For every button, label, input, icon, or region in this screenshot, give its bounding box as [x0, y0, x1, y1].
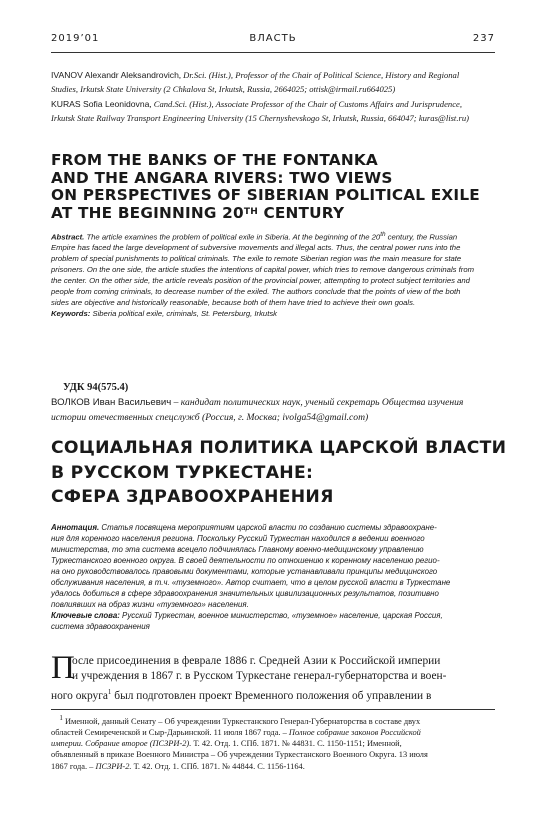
author-1-line-2: Studies, Irkutsk State University (2 Chkalova St, Irkutsk, Russia, 2664025; ottisk@irmail.ru664025) [51, 84, 396, 95]
issue-number: 2019’01 [51, 33, 100, 44]
header-rule [51, 52, 495, 53]
drop-cap: П [51, 650, 75, 686]
author-ru-name: ВОЛКОВ Иван Васильевич [51, 397, 172, 408]
abstract-ru: Аннотация. Статья посвящена мероприятиям царской власти по созданию системы здравоохране- ния для коренного населения региона. Поскольку Русский Туркестан находился в ведении военного министерства, то эта система всецело подчинялась Главному военно-медицинскому управлению Туркестанского военного округа. В своей деятельности по отношению к коренному населению регио- на оно руководствовалось правовыми документами, которые устанавливали принципы медицинского обслуживания населения, в т.ч. «туземного». Автор считает, что в целом русской власти в Туркестане удалось добиться в сфере здравоохранения значительных цивилизационных результатов, позитивно повлиявших на образ жизни «туземного» населения. Ключевые слова: Русский Туркестан, военное министерство, «туземное» население, царская Россия, система здравоохранения [51, 522, 495, 632]
udk-code: УДК 94(575.4) [63, 382, 129, 393]
author-2-name: KURAS Sofia Leonidovna [51, 98, 150, 109]
keywords-en: Keywords: Siberia political exile, criminals, St. Petersburg, Irkutsk [51, 308, 278, 318]
abstract-en: Abstract. The article examines the problem of political exile in Siberia. At the beginning of the 20th century, the Russian Empire has faced the large development of subversive movements and illegal acts. Thus, the central power runs into the problem of special punishments to political criminals. The exile to remote Siberian region was the main measure for state prisoners. On the one side, the article studies the intentions of capital power, which tries to remove dangerous criminals from the center. On the other side, the article reveals position of the provincial power, attempting to protect subject territories and people from coming criminals, to decrease number of the exiled. The authors conclude that the points of view of the both sides are objective and historically reasonable, because both of them have tried to achieve their own goals. Keywords: Siberia political exile, criminals, St. Petersburg, Irkutsk [51, 230, 495, 320]
footnote-rule [51, 709, 495, 710]
author-2-line-1: KURAS Sofia Leonidovna, Cand.Sci. (Hist.), Associate Professor of the Chair of Customs Affairs and Jurisprudence, [51, 98, 462, 109]
footnote-ref: 1 [107, 687, 112, 696]
article-title-en: FROM THE BANKS OF THE FONTANKA AND THE ANGARA RIVERS: TWO VIEWS ON PERSPECTIVES OF SIBERIAN POLITICAL EXILE AT THE BEGINNING 20TH CENTURY [51, 151, 480, 222]
footnote: $^1$ Именной, данный Сенату – Об учреждении Туркестанского Генерал-Губернаторства в составе двух областей Семиреченской и Сыр-Дарьинской. 11 июля 1867 года. – Полное собрание законов Российской империи. Собрание второе (ПСЗРИ-2). Т. 42. Отд. 1. СПб. 1871. № 44831. С. 1150-1151; Именной, объявленный в приказе Военного Министра – Об учреждении Туркестанского Военного Округа. 13 июля 1867 года. – ПСЗРИ-2. Т. 42. Отд. 1. СПб. 1871. № 44844. С. 1156-1164. [51, 714, 428, 771]
page-number: 237 [472, 33, 495, 44]
article-title-ru: СОЦИАЛЬНАЯ ПОЛИТИКА ЦАРСКОЙ ВЛАСТИ В РУССКОМ ТУРКЕСТАНЕ: СФЕРА ЗДРАВООХРАНЕНИЯ [51, 438, 507, 507]
running-header [51, 33, 495, 47]
author-1-name: IVANOV Alexandr Aleksandrovich [51, 70, 179, 80]
annotation-label: Аннотация. [51, 523, 100, 532]
footnote-number: 1 [59, 714, 63, 722]
author-1-line-1: IVANOV Alexandr Aleksandrovich, Dr.Sci. (Hist.), Professor of the Chair of Political Science, History and Regional [51, 70, 460, 80]
abstract-label: Abstract. [51, 232, 85, 242]
author-ru: ВОЛКОВ Иван Васильевич – кандидат политических наук, ученый секретарь Общества изучения истории отечественных спецслужб (Россия, г. Москва; ivolga54@gmail.com) [51, 397, 464, 423]
author-2-line-2: Irkutsk State Railway Transport Engineering University (15 Chernyshevskogo St, Irkutsk, Russia, 664047; kuras@list.ru) [51, 113, 469, 124]
authors-en [51, 68, 495, 126]
section-title: ВЛАСТЬ [249, 33, 297, 44]
keywords-ru: Ключевые слова: Русский Туркестан, военное министерство, «туземное» население, царская Россия, [51, 611, 443, 620]
body-text: П осле присоединения в феврале 1886 г. Средней Азии к Российской империи и учреждения в 1867 г. в Русском Туркестане генерал-губернаторства и воен- ного округа$^1$ был подготовлен проект Временного положения об управлении в [51, 650, 447, 702]
